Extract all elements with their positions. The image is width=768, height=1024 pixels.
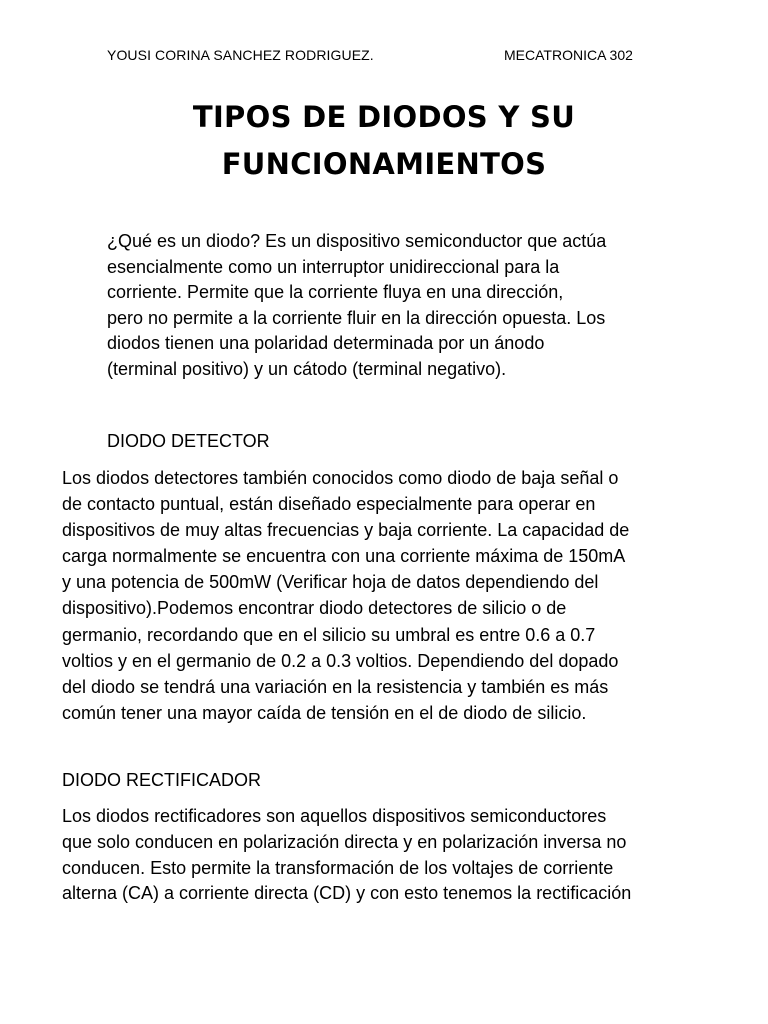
intro-paragraph bbox=[107, 229, 687, 383]
paragraph-line: carga normalmente se encuentra con una corriente máxima de 150mA bbox=[62, 546, 626, 567]
paragraph-line: corriente. Permite que la corriente fluya en una dirección, bbox=[107, 282, 564, 303]
paragraph-line: y una potencia de 500mW (Verificar hoja de datos dependiendo del bbox=[62, 572, 599, 593]
title-line: TIPOS DE DIODOS Y SU bbox=[192, 100, 576, 134]
page-title bbox=[0, 94, 768, 188]
paragraph-line: Los diodos detectores también conocidos como diodo de baja señal o bbox=[62, 468, 619, 488]
paragraph-line: Los diodos rectificadores son aquellos dispositivos semiconductores bbox=[62, 806, 607, 826]
paragraph-line: (terminal positivo) y un cátodo (terminal negativo). bbox=[107, 358, 507, 379]
paragraph-line: de contacto puntual, están diseñado especialmente para operar en bbox=[62, 494, 596, 515]
title-line: FUNCIONAMIENTOS bbox=[221, 147, 547, 181]
detector-paragraph bbox=[62, 465, 712, 726]
paragraph-line: conducen. Esto permite la transformación de los voltajes de corriente bbox=[62, 857, 614, 878]
paragraph-line: común tener una mayor caída de tensión en el de diodo de silicio. bbox=[62, 702, 587, 723]
paragraph-line: que solo conducen en polarización directa y en polarización inversa no bbox=[62, 831, 627, 852]
paragraph-line: del diodo se tendrá una variación en la resistencia y también es más bbox=[62, 676, 609, 697]
paragraph-line: voltios y en el germanio de 0.2 a 0.3 voltios. Dependiendo del dopado bbox=[62, 650, 619, 671]
section-heading-rectifier: DIODO RECTIFICADOR bbox=[62, 770, 262, 790]
paragraph-line: diodos tienen una polaridad determinada por un ánodo bbox=[107, 333, 545, 354]
paragraph-line: pero no permite a la corriente fluir en la dirección opuesta. Los bbox=[107, 307, 606, 328]
section-heading-detector: DIODO DETECTOR bbox=[107, 431, 270, 451]
course-label: MECATRONICA 302 bbox=[504, 47, 633, 63]
paragraph-line: ¿Qué es un diodo? Es un dispositivo semiconductor que actúa bbox=[107, 231, 607, 251]
paragraph-line: dispositivos de muy altas frecuencias y baja corriente. La capacidad de bbox=[62, 520, 630, 541]
author-name: YOUSI CORINA SANCHEZ RODRIGUEZ. bbox=[107, 47, 374, 63]
paragraph-line: alterna (CA) a corriente directa (CD) y con esto tenemos la rectificación bbox=[62, 883, 632, 904]
paragraph-line: esencialmente como un interruptor unidireccional para la bbox=[107, 256, 560, 277]
paragraph-line: germanio, recordando que en el silicio su umbral es entre 0.6 a 0.7 bbox=[62, 624, 596, 645]
paragraph-line: dispositivo).Podemos encontrar diodo detectores de silicio o de bbox=[62, 598, 567, 619]
rectifier-paragraph bbox=[62, 804, 712, 907]
